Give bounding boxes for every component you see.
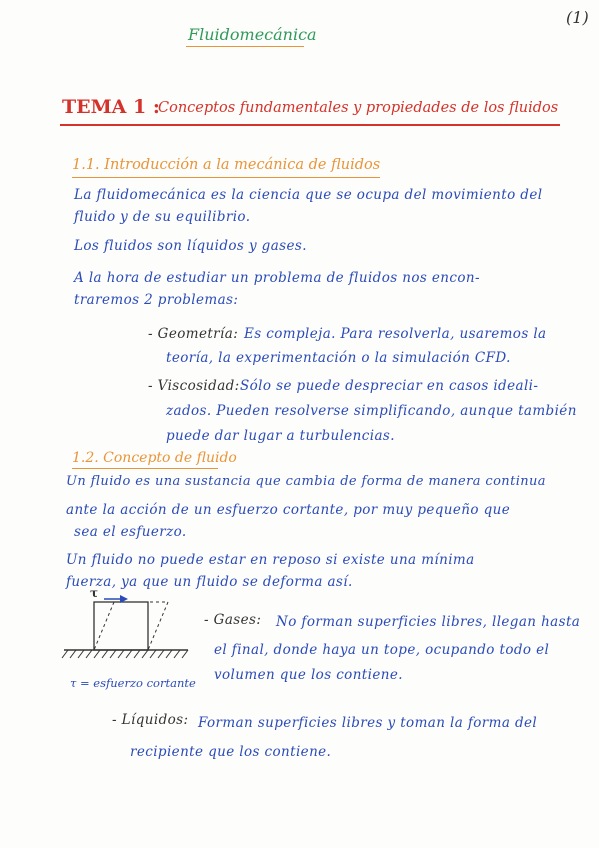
bullet-1-line2: teoría, la experimentación o la simulación CFD. xyxy=(166,350,511,366)
gases-label: - Gases: xyxy=(204,612,262,628)
s2-p2-line1: Un fluido no puede estar en reposo si existe una mínima xyxy=(66,552,475,568)
section-1-heading: 1.1. Introducción a la mecánica de fluidos xyxy=(72,157,381,173)
bullet-2-line2: zados. Pueden resolverse simplificando, aunque también xyxy=(166,403,577,419)
bullet-2-label-text: Viscosidad: xyxy=(157,378,240,394)
page-number: (1) xyxy=(566,8,589,27)
bullet-2-line1: Sólo se puede despreciar en casos ideali- xyxy=(240,378,539,394)
s2-p1-line1: Un fluido es una sustancia que cambia de forma de manera continua xyxy=(66,474,546,489)
s2-p2-line2: fuerza, ya que un fluido se deforma así. xyxy=(66,574,353,590)
s1-p3-line2: traremos 2 problemas: xyxy=(74,292,239,308)
bullet-2-line3: puede dar lugar a turbulencias. xyxy=(166,428,395,444)
bullet-2-label: - Viscosidad: xyxy=(148,378,240,394)
diagram-tau-label: τ xyxy=(90,586,99,600)
bullet-1-line1: Es compleja. Para resolverla, usaremos la xyxy=(244,326,547,342)
s1-p1-line2: fluido y de su equilibrio. xyxy=(74,209,251,225)
section-2-heading: 1.2. Concepto de fluido xyxy=(72,450,237,466)
liquidos-label: - Líquidos: xyxy=(112,712,189,728)
diagram-caption: τ = esfuerzo cortante xyxy=(70,676,196,690)
header-title: Fluidomecánica xyxy=(188,25,317,44)
s1-p1-line1: La fluidomecánica es la ciencia que se ocupa del movimiento del xyxy=(74,187,543,203)
tema-label: TEMA 1 : xyxy=(62,96,160,118)
liquidos-line1: Forman superficies libres y toman la forma del xyxy=(198,715,538,731)
s1-p2: Los fluidos son líquidos y gases. xyxy=(74,238,307,254)
gases-line2: el final, donde haya un tope, ocupando todo el xyxy=(214,642,550,658)
s2-p1-line3: sea el esfuerzo. xyxy=(74,524,187,540)
page-number-value: 1 xyxy=(572,8,583,27)
tema-title: Conceptos fundamentales y propiedades de los fluidos xyxy=(158,100,559,116)
bullet-1-label-text: Geometría: xyxy=(157,326,239,342)
s1-p3-line1: A la hora de estudiar un problema de fluidos nos encon- xyxy=(74,270,480,286)
s2-p1-line2: ante la acción de un esfuerzo cortante, por muy pequeño que xyxy=(66,502,511,518)
gases-line1: No forman superficies libres, llegan hasta xyxy=(276,614,581,630)
liquidos-line2: recipiente que los contiene. xyxy=(130,744,332,760)
gases-line3: volumen que los contiene. xyxy=(214,667,403,683)
bullet-1-label: - Geometría: xyxy=(148,326,239,342)
